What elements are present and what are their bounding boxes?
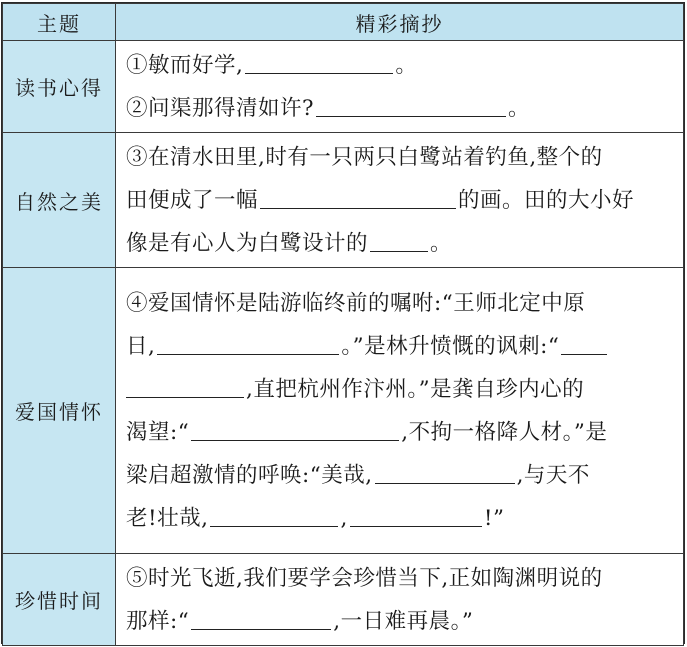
line-text: 老!壮哉,	[126, 505, 209, 531]
line-text: 渴望:“	[126, 419, 190, 445]
line-text: 像是有心人为白鹭设计的	[126, 230, 369, 256]
content-line	[126, 179, 675, 222]
answer-blank[interactable]	[260, 186, 456, 209]
answer-blank[interactable]	[350, 504, 482, 527]
line-text: ,	[340, 505, 348, 531]
line-text: ,与天不	[516, 462, 590, 488]
table-row-time	[3, 554, 684, 646]
line-text: ,直把杭州作汴州。”是龚自珍内心的	[246, 376, 585, 402]
theme-cell-patriotism: 爱国情怀	[3, 268, 116, 554]
answer-blank[interactable]	[245, 51, 393, 74]
excerpt-table	[2, 3, 684, 646]
content-line	[126, 411, 675, 454]
answer-blank[interactable]	[191, 418, 399, 441]
line-text: 。	[430, 230, 453, 256]
line-text: ,不拘一格降人材。”是	[401, 419, 608, 445]
line-text: ①敏而好学,	[126, 52, 244, 78]
answer-blank[interactable]	[316, 94, 506, 117]
line-text: 。	[395, 52, 418, 78]
content-line	[126, 454, 675, 497]
table-row-reading	[3, 41, 684, 133]
content-line	[126, 600, 675, 643]
table-header-row	[3, 4, 684, 41]
content-line	[126, 557, 675, 600]
answer-blank[interactable]	[370, 229, 428, 252]
content-line	[126, 136, 675, 179]
line-text: 梁启超激情的呼唤:“美哉,	[126, 462, 373, 488]
content-line	[126, 282, 675, 325]
line-text: ⑤时光飞逝,我们要学会珍惜当下,正如陶渊明说的	[126, 565, 603, 591]
content-cell-reading	[116, 41, 684, 133]
line-text: 田便成了一幅	[126, 187, 259, 213]
line-text: 日,	[126, 333, 156, 359]
line-text: ③在清水田里,时有一只两只白鹭站着钓鱼,整个的	[126, 144, 603, 170]
table-row-patriotism	[3, 268, 684, 554]
content-line	[126, 44, 675, 87]
table-row-nature	[3, 133, 684, 268]
theme-cell-nature: 自然之美	[3, 133, 116, 268]
content-line	[126, 497, 675, 540]
answer-blank[interactable]	[191, 607, 331, 630]
line-text: 那样:“	[126, 608, 190, 634]
theme-cell-reading: 读书心得	[3, 41, 116, 133]
content-line	[126, 222, 675, 265]
header-theme: 主题	[3, 4, 116, 41]
content-line	[126, 368, 675, 411]
answer-blank[interactable]	[561, 332, 607, 355]
answer-blank[interactable]	[157, 332, 339, 355]
line-text: 。	[508, 95, 531, 121]
line-text: ,一日难再晨。”	[333, 608, 474, 634]
theme-cell-time: 珍惜时间	[3, 554, 116, 646]
content-line	[126, 325, 675, 368]
excerpt-table-frame	[1, 2, 685, 644]
line-text: ④爱国情怀是陆游临终前的嘱咐:“王师北定中原	[126, 290, 586, 316]
header-excerpt: 精彩摘抄	[116, 4, 684, 41]
content-cell-nature	[116, 133, 684, 268]
line-text: 。”是林升愤慨的讽刺:“	[341, 333, 560, 359]
line-text: ②问渠那得清如许?	[126, 95, 315, 121]
answer-blank[interactable]	[126, 375, 244, 398]
content-line	[126, 87, 675, 130]
content-cell-patriotism	[116, 268, 684, 554]
line-text: 的画。田的大小好	[458, 187, 635, 213]
line-text: !”	[483, 505, 505, 531]
answer-blank[interactable]	[210, 504, 338, 527]
content-cell-time	[116, 554, 684, 646]
answer-blank[interactable]	[375, 461, 515, 484]
